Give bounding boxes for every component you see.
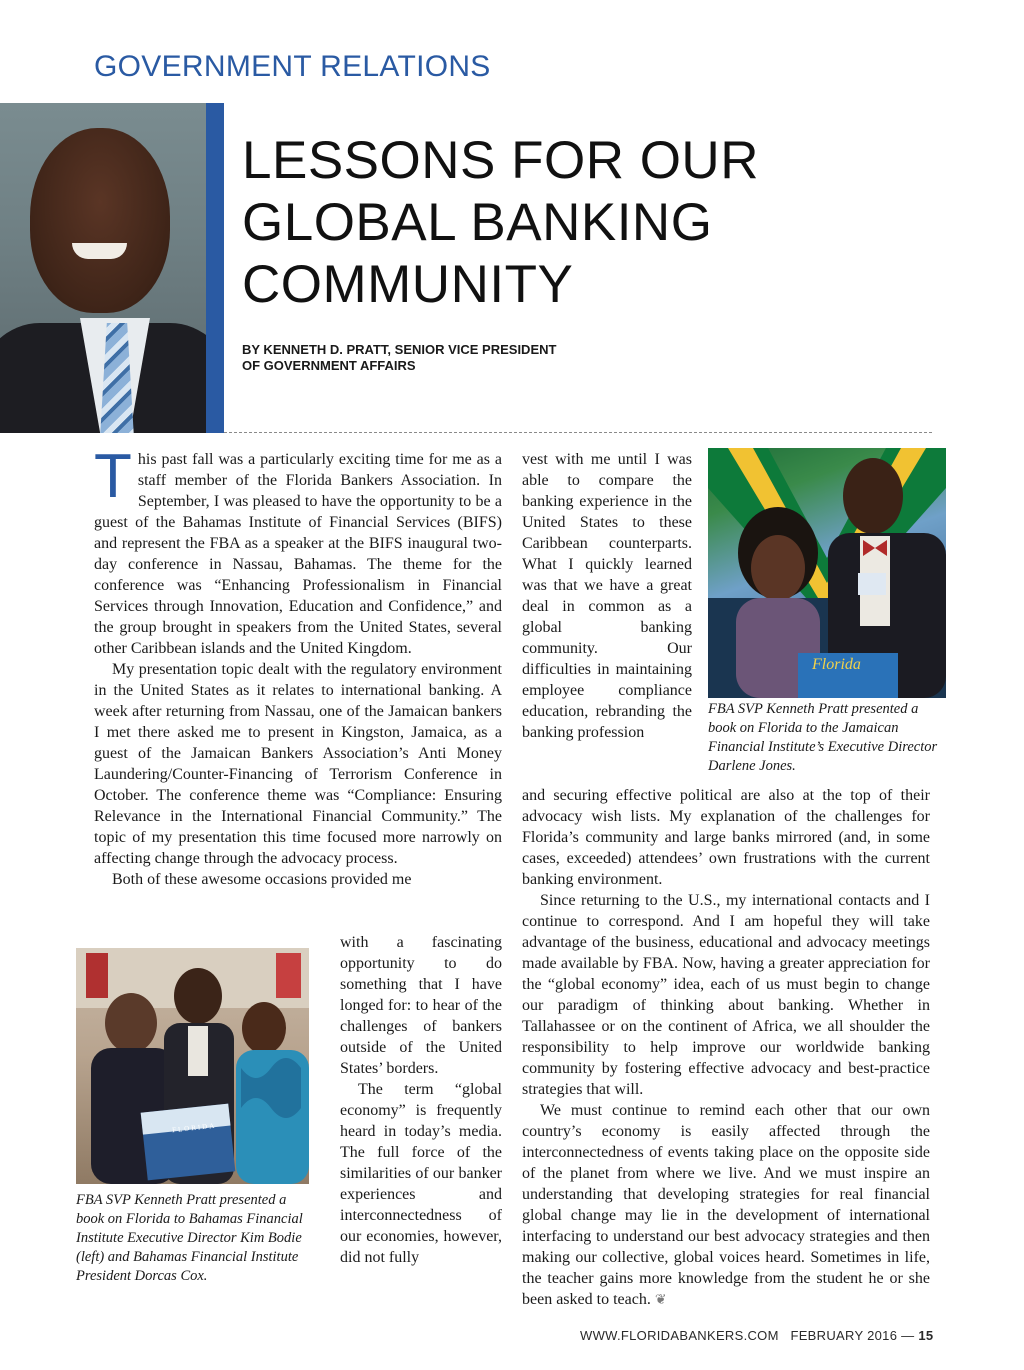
title-line-1: LESSONS FOR OUR — [242, 131, 759, 190]
byline-line-2: OF GOVERNMENT AFFAIRS — [242, 358, 416, 373]
paragraph-4-end: and securing effective political are also at the top of their advocacy wish lists. My explanation of the challenges for Florida’s community and large banks mirrored (and, in some cases, exceeded) attendees’ own frustrations with the current banking environment. — [522, 787, 930, 888]
column-2a — [522, 449, 692, 743]
title-line-2: GLOBAL BANKING — [242, 193, 713, 252]
footer-site: WWW.FLORIDABANKERS.COM — [580, 1328, 779, 1343]
article-title — [242, 130, 942, 316]
paragraph-5: Since returning to the U.S., my international contacts and I continue to correspond. And I am hopeful they will take advantage of the business, educational and advocacy meetings made available by FBA. Now, having a greater appreciation for the “global economy” idea, each of us must begin to change our paradigm of thinking about banking. Whether in Tallahassee or on the continent of Africa, we all shoulder the responsibility to help improve our worldwide banking community by fostering effective advocacy and best-practice strategies that will. — [522, 892, 930, 1098]
paragraph-2: My presentation topic dealt with the regulatory environment in the United States as it relates to international banking. A week after returning from Nassau, one of the Jamaican bankers I met there asked me to present in Kingston, Jamaica, as a guest of the Jamaican Bankers Association’s Anti Money Laundering/Counter-Financing of Terrorism Conference in October. The conference theme was “Compliance: Ensuring Relevance in the International Financial Community.” The topic of my presentation this time focused more narrowly on affecting change through the advocacy process. — [94, 661, 502, 867]
column-1b — [340, 932, 502, 1268]
byline — [242, 342, 642, 374]
paragraph-4-continued: vest with me until I was able to compare the banking experience in the United States to these Caribbean counterparts. What I quickly learned was that we have a great deal in common as a global banking community. Our difficulties in maintaining employee compliance education, rebranding the banking profession — [522, 451, 692, 741]
page-number: 15 — [918, 1328, 934, 1343]
page-footer — [580, 1328, 933, 1343]
footer-issue: FEBRUARY 2016 — — [790, 1328, 915, 1343]
column-2b — [522, 785, 930, 1311]
column-1 — [94, 442, 502, 890]
drop-cap: T — [94, 442, 132, 511]
photo-bahamas-illustration — [76, 948, 309, 1184]
photo-bahamas-book-title: FLORIDA — [171, 1121, 217, 1135]
divider — [224, 432, 932, 433]
paragraph-3-continued: with a fascinating opportunity to do something that I have longed for: to hear of the challenges of bankers outside of the United States’ borders. — [340, 934, 502, 1077]
paragraph-6 — [522, 1100, 930, 1311]
photo-bahamas — [76, 948, 309, 1184]
photo-jamaica — [708, 448, 946, 698]
paragraph-1: his past fall was a particularly exciting time for me as a staff member of the Florida Bankers Association. In September, I was pleased to have the opportunity to be a guest of the Bahamas Institute of Financial Services (BIFS) and represent the FBA as a speaker at the BIFS inaugural two-day conference in Nassau, Bahamas. The theme for the conference was “Enhancing Professionalism in Financial Services through Innovation, Education and Confidence,” and the group brought in speakers from the United States, several other Caribbean islands and the United Kingdom. — [94, 451, 502, 657]
photo-bahamas-caption: FBA SVP Kenneth Pratt presented a book on Florida to Bahamas Financial Institute Executive Director Kim Bodie (left) and Bahamas Financial Institute President Dorcas Cox. — [76, 1192, 303, 1284]
accent-bar — [206, 103, 224, 433]
paragraph-6-text: We must continue to remind each other that our own country’s economy is easily affected through the interconnectedness of events taking place on the opposite side of the planet from where we live. And we must inspire an understanding that developing strategies for real financial global change may lie in the development of international interfacing to understand our best advocacy strategies and then making our collective, global voices heard. Sometimes in life, the teacher gains more knowledge from the student he or she been asked to teach. — [522, 1102, 930, 1308]
paragraph-3-start: Both of these awesome occasions provided me — [112, 871, 412, 888]
section-label: GOVERNMENT RELATIONS — [94, 50, 491, 83]
byline-line-1: BY KENNETH D. PRATT, SENIOR VICE PRESIDENT — [242, 342, 557, 357]
end-mark-icon: ❦ — [654, 1292, 667, 1308]
author-portrait — [0, 103, 206, 433]
title-line-3: COMMUNITY — [242, 255, 574, 314]
photo-jamaica-caption: FBA SVP Kenneth Pratt presented a book on Florida to the Jamaican Financial Institute’s Executive Director Darlene Jones. — [708, 701, 938, 774]
paragraph-4: The term “global economy” is frequently heard in today’s media. The full force of the similarities of our banker experiences and interconnectedness of our economies, however, did not fully — [340, 1081, 502, 1266]
photo-jamaica-book-title: Florida — [812, 656, 861, 673]
